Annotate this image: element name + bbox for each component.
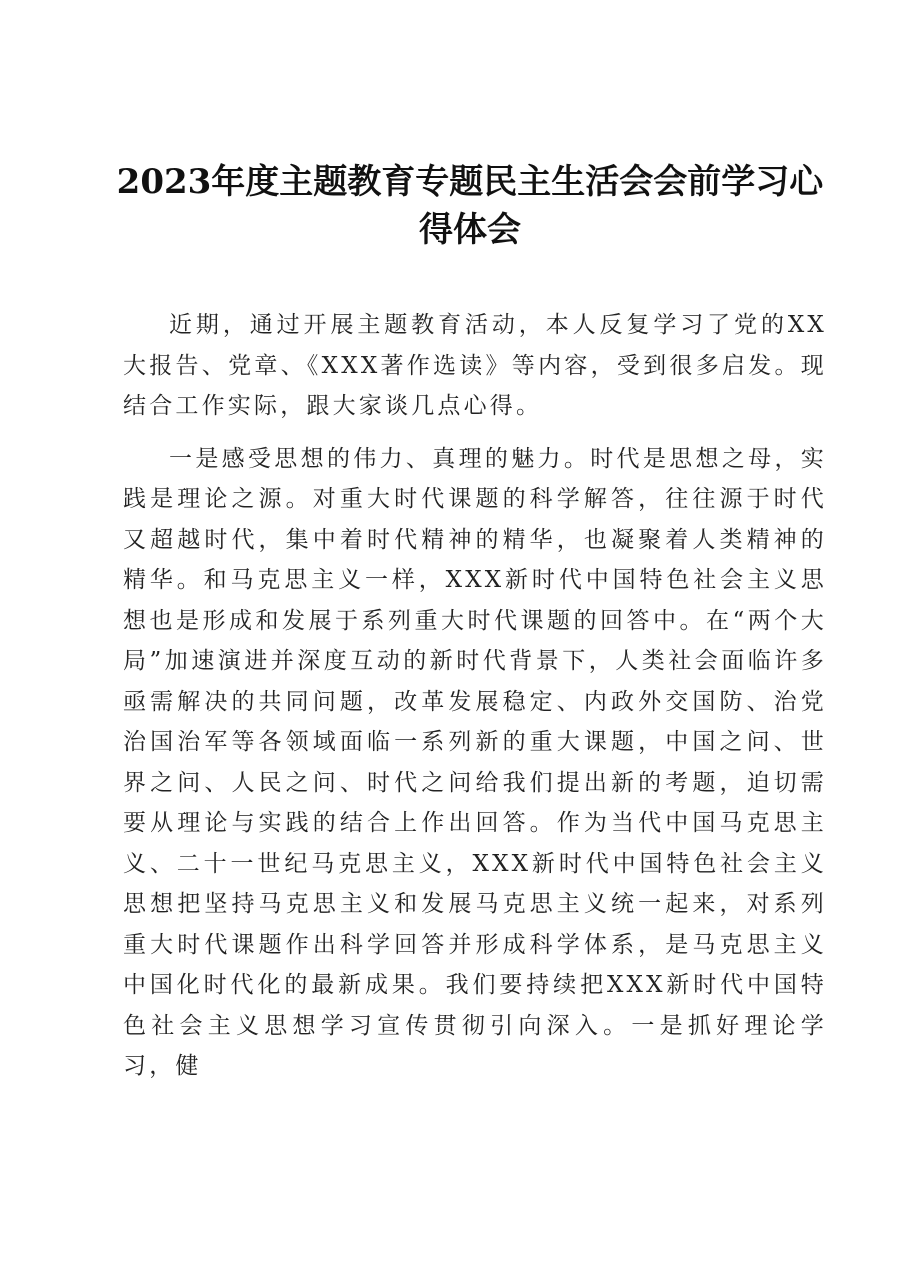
document-body <box>123 305 827 1099</box>
document-title: 2023年度主题教育专题民主生活会会前学习心得体会 <box>116 162 824 250</box>
paragraph-point-one: 一是感受思想的伟力、真理的魅力。时代是思想之母，实践是理论之源。对重大时代课题的科学解答，往往源于时代又超越时代，集中着时代精神的精华，也凝聚着人类精神的精华。和马克思主义一样，XXX新时代中国特色社会主义思想也是形成和发展于系列重大时代课题的回答中。在“两个大局”加速演进并深度互动的新时代背景下，人类社会面临许多亟需解决的共同问题，改革发展稳定、内政外交国防、治党治国治军等各领域面临一系列新的重大课题，中国之问、世界之问、人民之问、时代之问给我们提出新的考题，迫切需要从理论与实践的结合上作出回答。作为当代中国马克思主义、二十一世纪马克思主义，XXX新时代中国特色社会主义思想把坚持马克思主义和发展马克思主义统一起来，对系列重大时代课题作出科学回答并形成科学体系，是马克思主义中国化时代化的最新成果。我们要持续把XXX新时代中国特色社会主义思想学习宣传贯彻引向深入。一是抓好理论学习，健 <box>123 445 827 1079</box>
paragraph-intro: 近期，通过开展主题教育活动，本人反复学习了党的XX大报告、党章、《XXX著作选读》等内容，受到很多启发。现结合工作实际，跟大家谈几点心得。 <box>123 312 827 419</box>
